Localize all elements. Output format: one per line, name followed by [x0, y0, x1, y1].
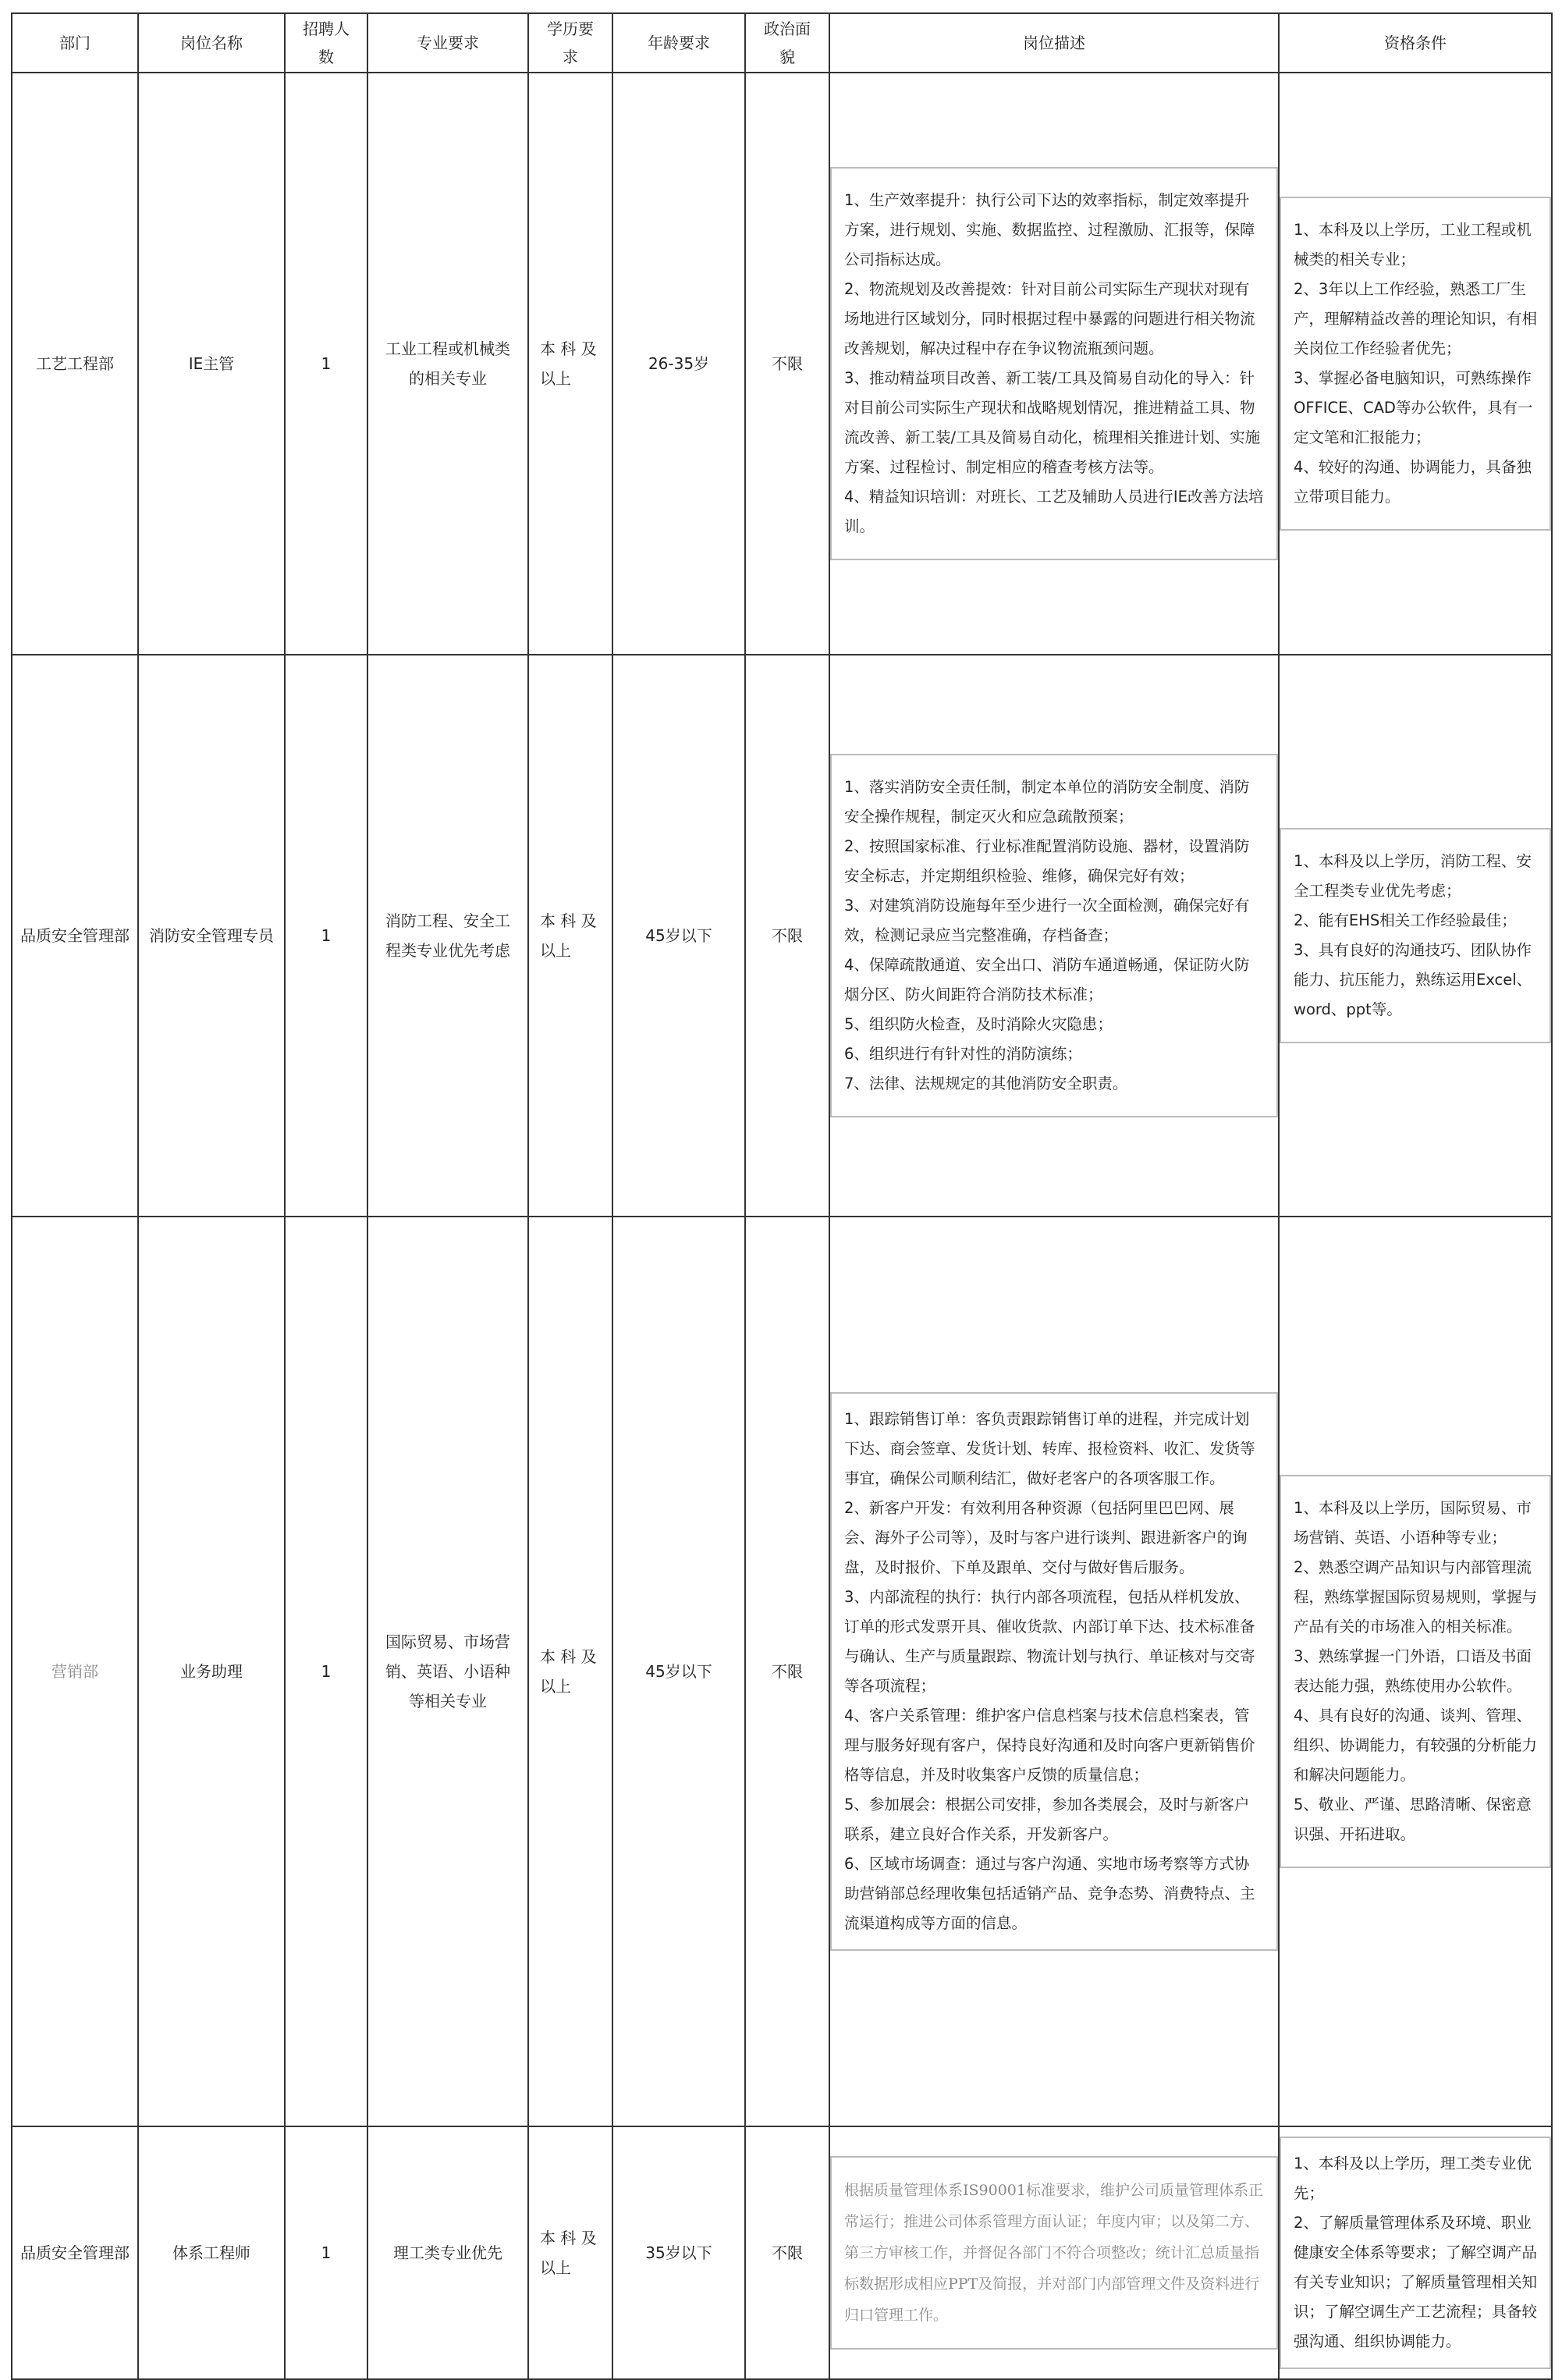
desc-line: 1、生产效率提升：执行公司下达的效率指标，制定效率提升方案，进行规划、实施、数据监控、过程激励、汇报等，保障公司指标达成。 — [844, 191, 1255, 268]
desc-box — [830, 2156, 1278, 2350]
major-cell: 消防工程、安全工程类专业优先考虑 — [367, 655, 528, 1217]
qual-line: 2、熟悉空调产品知识与内部管理流程，熟练掌握国际贸易规则，掌握与产品有关的市场准入的相关标准。 — [1294, 1558, 1538, 1636]
age-cell: 26-35岁 — [612, 73, 745, 655]
desc-line: 4、客户关系管理：维护客户信息档案与技术信息档案表，管理与服务好现有客户，保持良好沟通和及时向客户更新销售价格等信息，并及时收集客户反馈的质量信息； — [844, 1707, 1255, 1784]
desc-line: 6、组织进行有针对性的消防演练； — [844, 1045, 1082, 1063]
desc-line: 4、保障疏散通道、安全出口、消防车通道畅通，保证防火防烟分区、防火间距符合消防技术标准； — [844, 956, 1250, 1004]
position-cell: 业务助理 — [138, 1217, 285, 2126]
recruitment-table — [11, 12, 1553, 2380]
age-cell: 45岁以下 — [612, 1217, 745, 2126]
desc-line: 3、推动精益项目改善、新工装/工具及简易自动化的导入：针对目前公司实际生产现状和战略规划情况，推进精益工具、物流改善、新工装/工具及简易自动化，梳理相关推进计划、实施方案、过程检讨、制定相应的稽查考核方法等。 — [844, 369, 1261, 476]
header-political: 政治面貌 — [745, 13, 829, 73]
position-cell: IE主管 — [138, 73, 285, 655]
desc-line: 6、区域市场调查：通过与客户沟通、实地市场考察等方式协助营销部总经理收集包括适销产品、竞争态势、消费特点、主流渠道构成等方面的信息。 — [844, 1855, 1255, 1932]
desc-cell — [829, 73, 1279, 655]
header-position: 岗位名称 — [138, 13, 285, 73]
desc-line: 3、内部流程的执行：执行内部各项流程，包括从样机发放、订单的形式发票开具、催收货款、内部订单下达、技术标准备与确认、生产与质量跟踪、物流计划与执行、单证核对与交寄等各项流程； — [844, 1588, 1255, 1695]
desc-line: 7、法律、法规规定的其他消防安全职责。 — [844, 1075, 1128, 1092]
edu-cell: 本 科 及以上 — [528, 1217, 612, 2126]
header-qual: 资格条件 — [1279, 13, 1552, 73]
desc-line: 3、对建筑消防设施每年至少进行一次全面检测，确保完好有效，检测记录应当完整准确，存档备查； — [844, 897, 1250, 944]
dept-cell: 品质安全管理部 — [12, 655, 138, 1217]
qual-cell — [1279, 1217, 1552, 2126]
desc-box — [830, 167, 1278, 560]
qual-line: 1、本科及以上学历，消防工程、安全工程类专业优先考虑； — [1294, 852, 1532, 900]
major-cell: 国际贸易、市场营销、英语、小语种等相关专业 — [367, 1217, 528, 2126]
position-cell: 消防安全管理专员 — [138, 655, 285, 1217]
count-cell: 1 — [285, 2126, 367, 2379]
table-row — [12, 655, 1552, 1217]
table-row — [12, 2126, 1552, 2379]
desc-line: 2、新客户开发：有效利用各种资源（包括阿里巴巴网、展会、海外子公司等），及时与客户进行谈判、跟进新客户的询盘，及时报价、下单及跟单、交付与做好售后服务。 — [844, 1499, 1248, 1576]
qual-line: 4、具有良好的沟通、谈判、管理、组织、协调能力，有较强的分析能力和解决问题能力。 — [1294, 1707, 1538, 1784]
desc-line: 4、精益知识培训：对班长、工艺及辅助人员进行IE改善方法培训。 — [844, 488, 1264, 535]
qual-cell — [1279, 655, 1552, 1217]
qual-line: 2、了解质量管理体系及环境、职业健康安全体系等要求；了解空调产品有关专业知识；了解质量管理相关知识；了解空调生产工艺流程；具备较强沟通、组织协调能力。 — [1294, 2214, 1538, 2350]
desc-line: 5、参加展会：根据公司安排，参加各类展会，及时与新客户联系，建立良好合作关系，开发新客户。 — [844, 1796, 1250, 1843]
qual-line: 2、能有EHS相关工作经验最佳； — [1294, 911, 1517, 929]
desc-line: 2、物流规划及改善提效：针对目前公司实际生产现状对现有场地进行区域划分，同时根据过程中暴露的问题进行相关物流改善规划，解决过程中存在争议物流瓶颈问题。 — [844, 280, 1255, 357]
header-major: 专业要求 — [367, 13, 528, 73]
header-age: 年龄要求 — [612, 13, 745, 73]
qual-line: 1、本科及以上学历，理工类专业优先； — [1294, 2154, 1532, 2202]
desc-box — [830, 1392, 1278, 1951]
dept-cell: 工艺工程部 — [12, 73, 138, 655]
position-cell: 体系工程师 — [138, 2126, 285, 2379]
qual-box — [1280, 197, 1551, 531]
desc-cell — [829, 1217, 1279, 2126]
qual-line: 2、3年以上工作经验，熟悉工厂生产，理解精益改善的理论知识，有相关岗位工作经验者优先； — [1294, 280, 1538, 357]
desc-line: 1、跟踪销售订单：客负责跟踪销售订单的进程，并完成计划下达、商会签章、发货计划、转库、报检资料、收汇、发货等事宜，确保公司顺利结汇，做好老客户的各项客服工作。 — [844, 1410, 1255, 1487]
qual-cell — [1279, 73, 1552, 655]
dept-cell: 品质安全管理部 — [12, 2126, 138, 2379]
count-cell: 1 — [285, 655, 367, 1217]
header-desc: 岗位描述 — [829, 13, 1279, 73]
desc-line: 根据质量管理体系IS90001标准要求，维护公司质量管理体系正常运行；推进公司体系管理方面认证；年度内审；以及第二方、第三方审核工作，并督促各部门不符合项整改；统计汇总质量指标数据形成相应PPT及简报，并对部门内部管理文件及资料进行归口管理工作。 — [844, 2182, 1263, 2324]
count-cell: 1 — [285, 73, 367, 655]
age-cell: 45岁以下 — [612, 655, 745, 1217]
desc-cell — [829, 655, 1279, 1217]
qual-line: 1、本科及以上学历，国际贸易、市场营销、英语、小语种等专业； — [1294, 1499, 1532, 1547]
edu-cell: 本 科 及以上 — [528, 655, 612, 1217]
qual-line: 3、熟练掌握一门外语，口语及书面表达能力强，熟练使用办公软件。 — [1294, 1647, 1532, 1695]
table-row — [12, 73, 1552, 655]
qual-line: 4、较好的沟通、协调能力，具备独立带项目能力。 — [1294, 458, 1532, 506]
header-edu: 学历要求 — [528, 13, 612, 73]
political-cell: 不限 — [745, 655, 829, 1217]
qual-box — [1280, 1475, 1551, 1868]
desc-line: 5、组织防火检查，及时消除火灾隐患； — [844, 1015, 1113, 1033]
edu-cell: 本 科 及以上 — [528, 2126, 612, 2379]
qual-box — [1280, 2137, 1551, 2369]
major-cell: 理工类专业优先 — [367, 2126, 528, 2379]
header-count: 招聘人数 — [285, 13, 367, 73]
qual-line: 5、敬业、严谨、思路清晰、保密意识强、开拓进取。 — [1294, 1796, 1532, 1843]
qual-box — [1280, 828, 1551, 1043]
desc-line: 2、按照国家标准、行业标准配置消防设施、器材，设置消防安全标志，并定期组织检验、维修，确保完好有效； — [844, 837, 1250, 885]
edu-cell: 本 科 及以上 — [528, 73, 612, 655]
qual-line: 1、本科及以上学历，工业工程或机械类的相关专业； — [1294, 221, 1532, 268]
major-cell: 工业工程或机械类的相关专业 — [367, 73, 528, 655]
desc-cell — [829, 2126, 1279, 2379]
count-cell: 1 — [285, 1217, 367, 2126]
header-row — [12, 13, 1552, 73]
qual-cell — [1279, 2126, 1552, 2379]
desc-box — [830, 754, 1278, 1117]
qual-line: 3、具有良好的沟通技巧、团队协作能力、抗压能力，熟练运用Excel、word、ppt等。 — [1294, 941, 1532, 1018]
dept-cell: 营销部 — [12, 1217, 138, 2126]
political-cell: 不限 — [745, 1217, 829, 2126]
political-cell: 不限 — [745, 2126, 829, 2379]
qual-line: 3、掌握必备电脑知识，可熟练操作OFFICE、CAD等办公软件，具有一定文笔和汇报能力； — [1294, 369, 1533, 446]
age-cell: 35岁以下 — [612, 2126, 745, 2379]
table-row — [12, 1217, 1552, 2126]
political-cell: 不限 — [745, 73, 829, 655]
desc-line: 1、落实消防安全责任制，制定本单位的消防安全制度、消防安全操作规程，制定灭火和应急疏散预案； — [844, 778, 1250, 826]
header-dept: 部门 — [12, 13, 138, 73]
